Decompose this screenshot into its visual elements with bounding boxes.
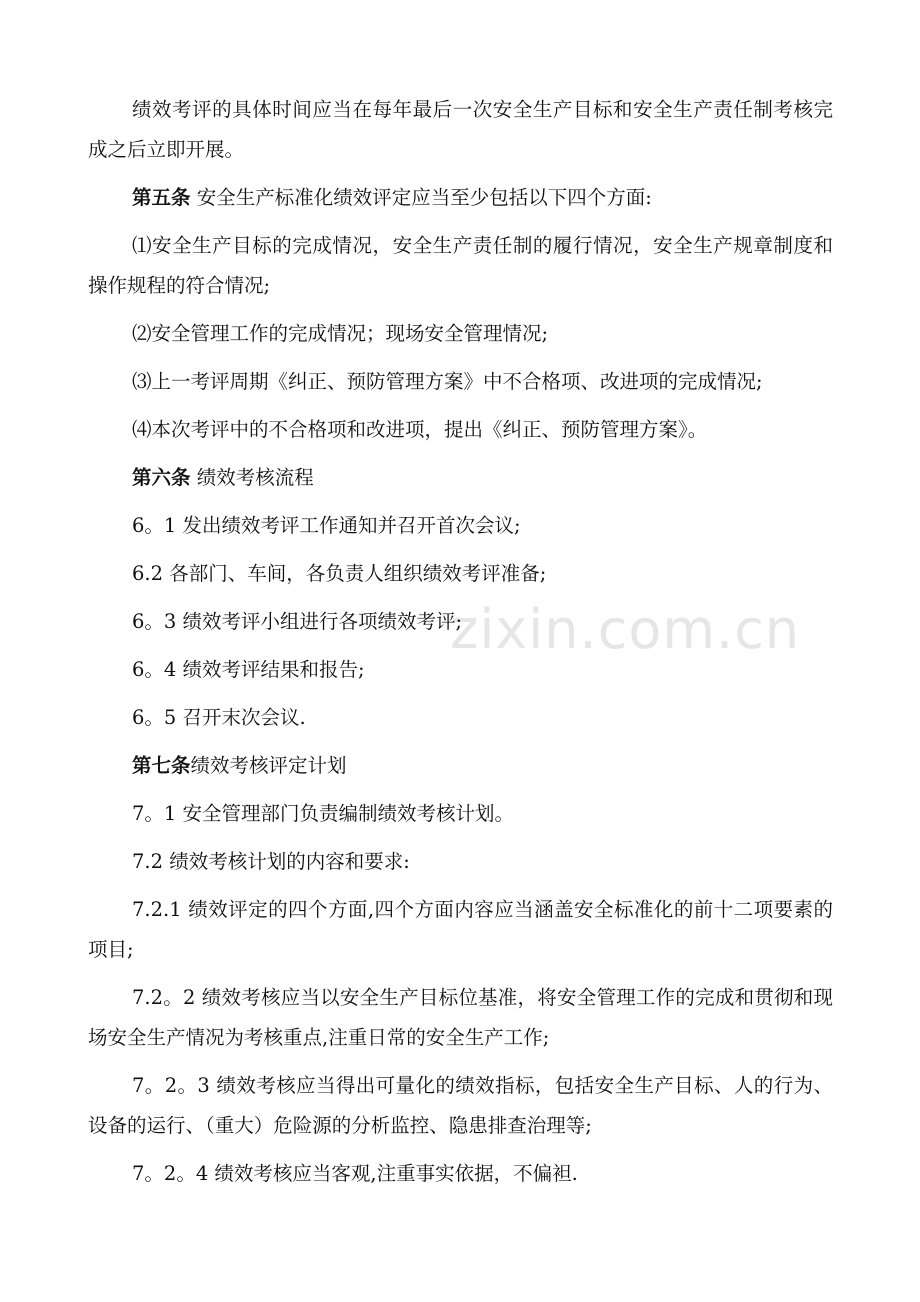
paragraph-text: ⑵安全管理工作的完成情况；现场安全管理情况; — [132, 322, 549, 345]
clause-7-2-1 — [88, 890, 833, 970]
paragraph-text: 7.2。2 绩效考核应当以安全生产目标位基准，将安全管理工作的完成和贯彻和现场安全生产情况为考核重点,注重日常的安全生产工作; — [88, 986, 833, 1049]
paragraph-text: 6。3 绩效考评小组进行各项绩效考评; — [132, 610, 463, 633]
clause-7-2 — [88, 842, 833, 882]
clause-7-2-3 — [88, 1066, 833, 1146]
clause-7-2-2 — [88, 978, 833, 1058]
watermark-text: zixin.com.cn — [450, 598, 801, 661]
article-5-heading — [88, 178, 833, 218]
paragraph-text: ⑴安全生产目标的完成情况，安全生产责任制的履行情况，安全生产规章制度和操作规程的符合情况; — [88, 234, 833, 297]
article-number: 第七条 — [132, 754, 191, 777]
article-7-heading — [88, 746, 833, 786]
paragraph-text: 6.2 各部门、车间，各负责人组织绩效考评准备; — [132, 562, 547, 585]
paragraph-text: 7.2 绩效考核计划的内容和要求: — [132, 850, 410, 873]
paragraph-text: 6。4 绩效考评结果和报告; — [132, 658, 365, 681]
article-title: 安全生产标准化绩效评定应当至少包括以下四个方面: — [190, 186, 652, 209]
paragraph-text: ⑶上一考评周期《纠正、预防管理方案》中不合格项、改进项的完成情况; — [132, 370, 763, 393]
paragraph-text: 6。1 发出绩效考评工作通知并召开首次会议; — [132, 514, 521, 537]
paragraph-text: 7。2。4 绩效考核应当客观,注重事实依据，不偏袒. — [132, 1162, 578, 1185]
step-6-2 — [88, 554, 833, 594]
list-item-4 — [88, 410, 833, 450]
clause-7-2-4 — [88, 1154, 833, 1194]
list-item-2 — [88, 314, 833, 354]
article-title: 绩效考核流程 — [190, 466, 314, 489]
paragraph-text: 7。1 安全管理部门负责编制绩效考核计划。 — [132, 802, 515, 825]
article-title: 绩效考核评定计划 — [190, 754, 347, 777]
step-6-3 — [88, 602, 833, 642]
article-number: 第五条 — [132, 186, 191, 209]
list-item-3 — [88, 362, 833, 402]
step-6-5 — [88, 698, 833, 738]
step-6-4 — [88, 650, 833, 690]
paragraph-timing — [88, 90, 833, 170]
article-6-heading — [88, 458, 833, 498]
clause-7-1 — [88, 794, 833, 834]
list-item-1 — [88, 226, 833, 306]
paragraph-text: 6。5 召开末次会议. — [132, 706, 306, 729]
step-6-1 — [88, 506, 833, 546]
document-body — [88, 90, 833, 1194]
paragraph-text: 绩效考评的具体时间应当在每年最后一次安全生产目标和安全生产责任制考核完成之后立即开展。 — [88, 98, 833, 161]
article-number: 第六条 — [132, 466, 191, 489]
paragraph-text: 7。2。3 绩效考核应当得出可量化的绩效指标，包括安全生产目标、人的行为、设备的运行、（重大）危险源的分析监控、隐患排查治理等; — [88, 1074, 833, 1137]
paragraph-text: 7.2.1 绩效评定的四个方面,四个方面内容应当涵盖安全标准化的前十二项要素的项目; — [88, 898, 833, 961]
paragraph-text: ⑷本次考评中的不合格项和改进项，提出《纠正、预防管理方案》。 — [132, 418, 708, 441]
